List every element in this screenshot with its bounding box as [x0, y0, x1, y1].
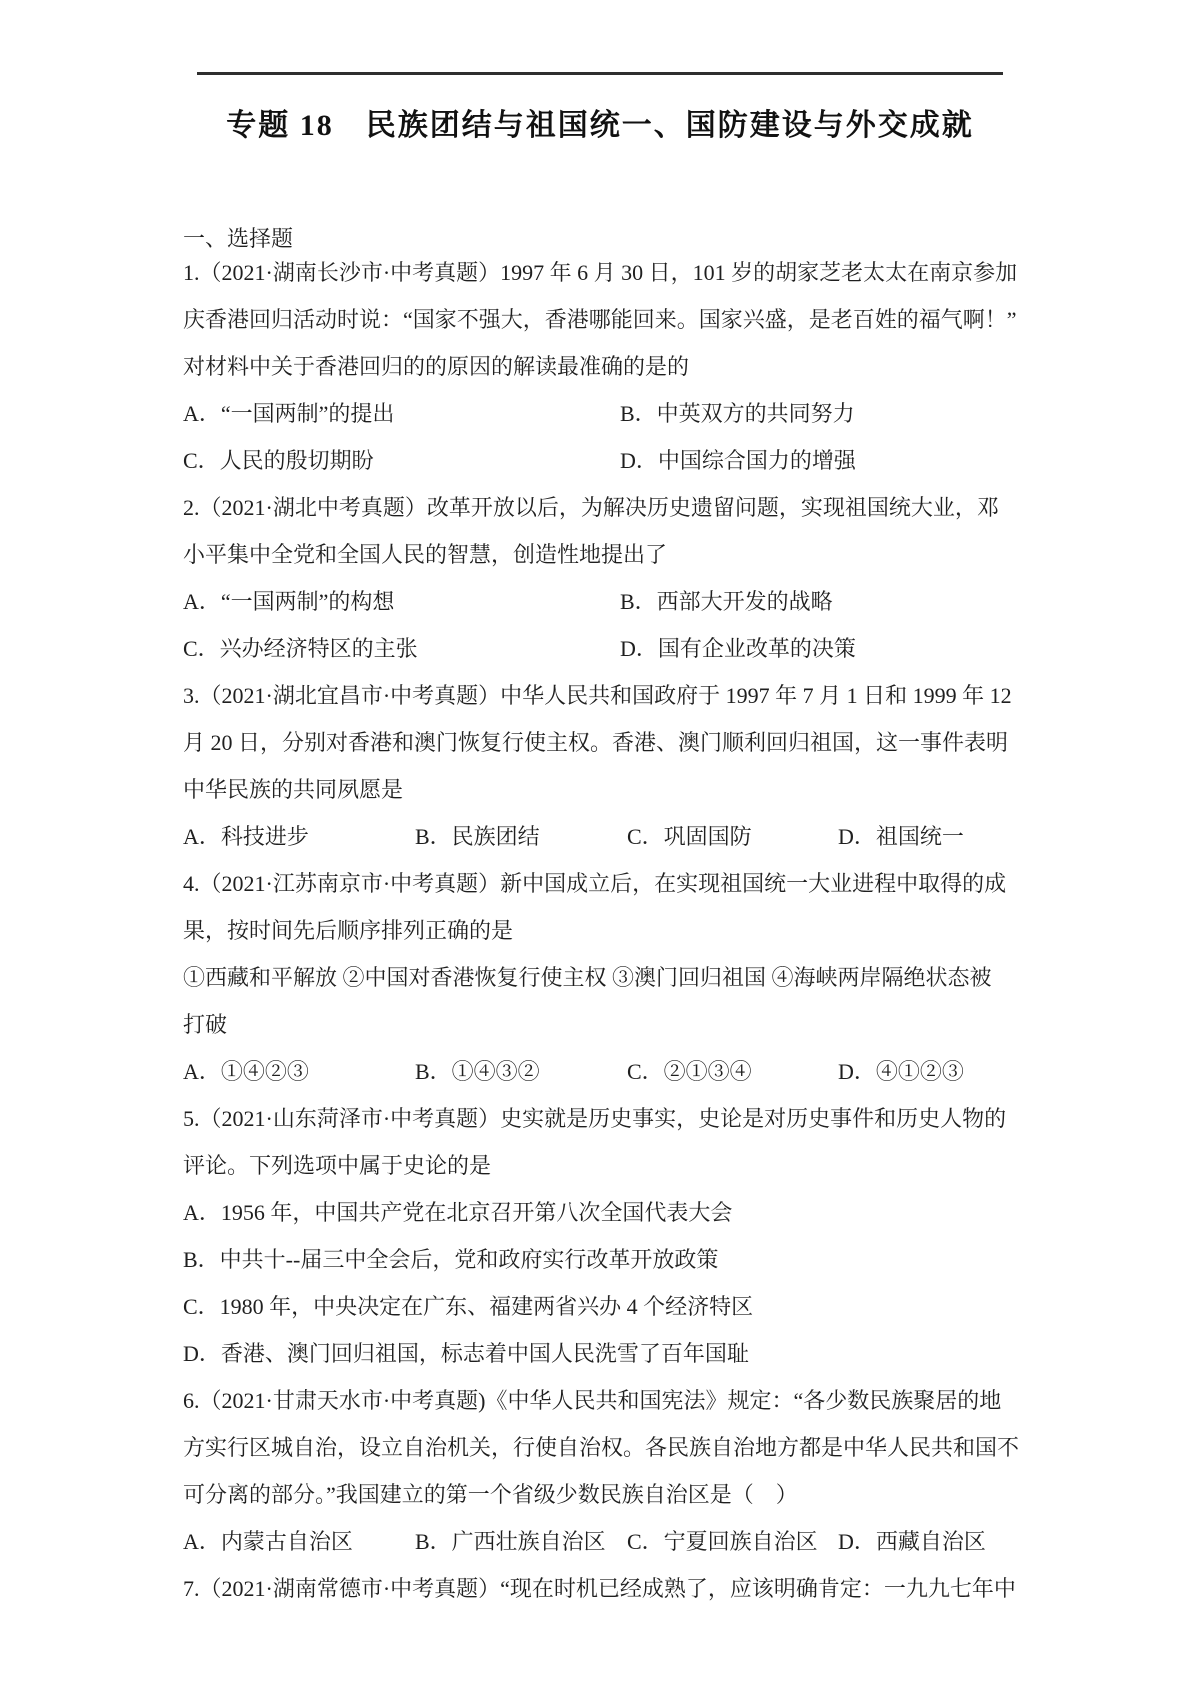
question-6-option-b: B．广西壮族自治区 [415, 1529, 606, 1554]
question-3-stem-line-3: 中华民族的共同夙愿是 [183, 777, 404, 802]
question-6-option-c: C．宁夏回族自治区 [627, 1529, 818, 1554]
question-1-option-d: D．中国综合国力的增强 [620, 448, 856, 473]
question-3-option-a: A．科技进步 [183, 824, 309, 849]
question-1-option-c: C．人民的殷切期盼 [183, 448, 374, 473]
question-2-stem-line-2: 小平集中全党和全国人民的智慧，创造性地提出了 [183, 542, 668, 567]
question-1-stem-line-2: 庆香港回归活动时说：“国家不强大，香港哪能回来。国家兴盛，是老百姓的福气啊！” [183, 307, 1017, 332]
question-list [183, 248, 1028, 1611]
page-title: 专题 18 民族团结与祖国统一、国防建设与外交成就 [226, 109, 974, 142]
question-4-option-b: B．①④③② [415, 1059, 540, 1084]
question-5-option-c: C．1980 年，中央决定在广东、福建两省兴办 4 个经济特区 [183, 1294, 754, 1319]
question-6-stem-line-1: 6.（2021·甘肃天水市·中考真题)《中华人民共和国宪法》规定：“各少数民族聚居的地 [183, 1388, 1002, 1413]
question-6-option-a: A．内蒙古自治区 [183, 1529, 353, 1554]
question-4-stem-line-2: 果，按时间先后顺序排列正确的是 [183, 918, 514, 943]
question-3-option-d: D．祖国统一 [838, 824, 964, 849]
question-5-stem-line-2: 评论。下列选项中属于史论的是 [183, 1153, 492, 1178]
header-rule [197, 72, 1003, 75]
question-4-option-d: D．④①②③ [838, 1059, 964, 1084]
question-1-stem-line-1: 1.（2021·湖南长沙市·中考真题）1997 年 6 月 30 日，101 岁的胡家芝老太太在南京参加 [183, 260, 1018, 285]
question-3-stem-line-1: 3.（2021·湖北宜昌市·中考真题）中华人民共和国政府于 1997 年 7 月 1 日和 1999 年 12 [183, 683, 1012, 708]
question-6-option-d: D．西藏自治区 [838, 1529, 986, 1554]
question-1-stem-line-3: 对材料中关于香港回归的的原因的解读最准确的是的 [183, 354, 690, 379]
question-5-option-b: B．中共十--届三中全会后，党和政府实行改革开放政策 [183, 1247, 719, 1272]
section-heading: 一、选择题 [183, 226, 294, 251]
question-7-stem-line-1: 7.（2021·湖南常德市·中考真题）“现在时机已经成熟了，应该明确肯定：一九九七年中 [183, 1576, 1016, 1601]
question-4-stem-line-1: 4.（2021·江苏南京市·中考真题）新中国成立后，在实现祖国统一大业进程中取得的成 [183, 871, 1007, 896]
question-6-stem-line-3: 可分离的部分。”我国建立的第一个省级少数民族自治区是（ ） [183, 1482, 798, 1507]
question-6-options-row [183, 1517, 1028, 1564]
question-2-option-d: D．国有企业改革的决策 [620, 636, 856, 661]
question-2-options-row-1 [183, 577, 1028, 624]
question-5-option-a: A．1956 年，中国共产党在北京召开第八次全国代表大会 [183, 1200, 733, 1225]
question-6-stem-line-2: 方实行区城自治，设立自治机关，行使自治权。各民族自治地方都是中华人民共和国不 [183, 1435, 1020, 1460]
question-2-option-a: A．“一国两制”的构想 [183, 589, 395, 614]
question-5-stem-line-1: 5.（2021·山东菏泽市·中考真题）史实就是历史事实，史论是对历史事件和历史人物的 [183, 1106, 1007, 1131]
question-4-item-list-line: ①西藏和平解放 ②中国对香港恢复行使主权 ③澳门回归祖国 ④海峡两岸隔绝状态被 [183, 965, 992, 990]
question-4-options-row [183, 1047, 1028, 1094]
question-3-options-row [183, 812, 1028, 859]
question-2-option-b: B．西部大开发的战略 [620, 589, 833, 614]
question-2-option-c: C．兴办经济特区的主张 [183, 636, 418, 661]
question-1-options-row-2 [183, 436, 1028, 483]
question-1-option-a: A．“一国两制”的提出 [183, 401, 395, 426]
question-2-options-row-2 [183, 624, 1028, 671]
question-1-option-b: B．中英双方的共同努力 [620, 401, 855, 426]
question-4-item-list-line-2: 打破 [183, 1012, 228, 1037]
question-2-stem-line-1: 2.（2021·湖北中考真题）改革开放以后，为解决历史遗留问题，实现祖国统大业，邓 [183, 495, 999, 520]
question-4-option-a: A．①④②③ [183, 1059, 309, 1084]
question-5-option-d: D．香港、澳门回归祖国，标志着中国人民洗雪了百年国耻 [183, 1341, 749, 1366]
question-1-options-row-1 [183, 389, 1028, 436]
question-4-option-c: C．②①③④ [627, 1059, 752, 1084]
question-3-stem-line-2: 月 20 日，分别对香港和澳门恢复行使主权。香港、澳门顺利回归祖国，这一事件表明 [183, 730, 1009, 755]
question-3-option-c: C．巩固国防 [627, 824, 752, 849]
question-3-option-b: B．民族团结 [415, 824, 540, 849]
